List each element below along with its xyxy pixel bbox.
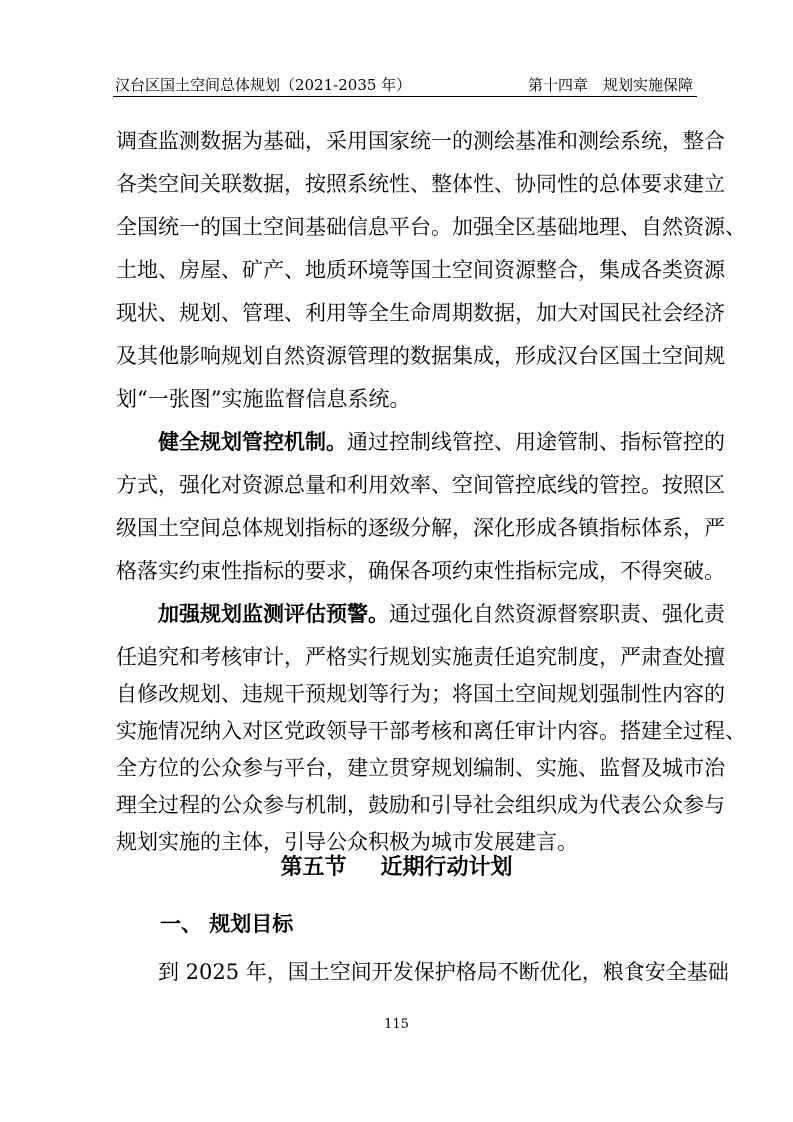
paragraph-line: 及其他影响规划自然资源管理的数据集成，形成汉台区国土空间规: [116, 344, 725, 368]
section-heading: [0, 850, 793, 881]
paragraph-first-line: [158, 602, 725, 626]
paragraph-first-line: [158, 430, 725, 454]
paragraph-line: 任追究和考核审计，严格实行规划实施责任追究制度，严肃查处擅: [116, 645, 725, 669]
paragraph-line: 现状、规划、管理、利用等全生命周期数据，加大对国民社会经济: [116, 301, 725, 325]
paragraph-line: 方式，强化对资源总量和利用效率、空间管控底线的管控。按照区: [116, 473, 725, 497]
paragraph-line: 土地、房屋、矿产、地质环境等国土空间资源整合，集成各类资源: [116, 258, 725, 282]
header-document-title: 汉台区国土空间总体规划（2021-2035 年）: [115, 76, 412, 94]
page-number: 115: [384, 1017, 409, 1032]
paragraph-line: 自修改规划、违规干预规划等行为；将国土空间规划强制性内容的: [116, 682, 725, 706]
paragraph-text: 通过控制线管控、用途管制、指标管控的: [347, 430, 725, 454]
paragraph-line: 到 2025 年，国土空间开发保护格局不断优化，粮食安全基础: [158, 960, 729, 984]
section-title: 近期行动计划: [380, 855, 513, 880]
paragraph-line: 格落实约束性指标的要求，确保各项约束性指标完成，不得突破。: [116, 559, 725, 583]
paragraph-line: 规划实施的主体，引导公众积极为城市发展建言。: [116, 830, 578, 854]
paragraph-line: 划“一张图”实施监督信息系统。: [116, 387, 411, 411]
subsection-heading: 一、 规划目标: [160, 912, 294, 936]
paragraph-text: 通过强化自然资源督察职责、强化责: [389, 602, 725, 626]
paragraph-heading: 健全规划管控机制。: [158, 430, 347, 454]
paragraph-heading: 加强规划监测评估预警。: [158, 602, 389, 626]
paragraph-line: 实施情况纳入对区党政领导干部考核和离任审计内容。搭建全过程、: [116, 719, 746, 743]
paragraph-line: 级国土空间总体规划指标的逐级分解，深化形成各镇指标体系，严: [116, 516, 725, 540]
paragraph-line: 全方位的公众参与平台，建立贯穿规划编制、实施、监督及城市治: [116, 756, 725, 780]
section-number: 第五节: [280, 855, 347, 880]
paragraph-line: 各类空间关联数据，按照系统性、整体性、协同性的总体要求建立: [116, 172, 725, 196]
paragraph-line: 调查监测数据为基础，采用国家统一的测绘基准和测绘系统，整合: [116, 129, 725, 153]
paragraph-line: 理全过程的公众参与机制，鼓励和引导社会组织成为代表公众参与: [116, 793, 725, 817]
paragraph-line: 全国统一的国土空间基础信息平台。加强全区基础地理、自然资源、: [116, 215, 746, 239]
page-header: [113, 70, 697, 97]
header-chapter-title: 第十四章 规划实施保障: [527, 76, 693, 94]
